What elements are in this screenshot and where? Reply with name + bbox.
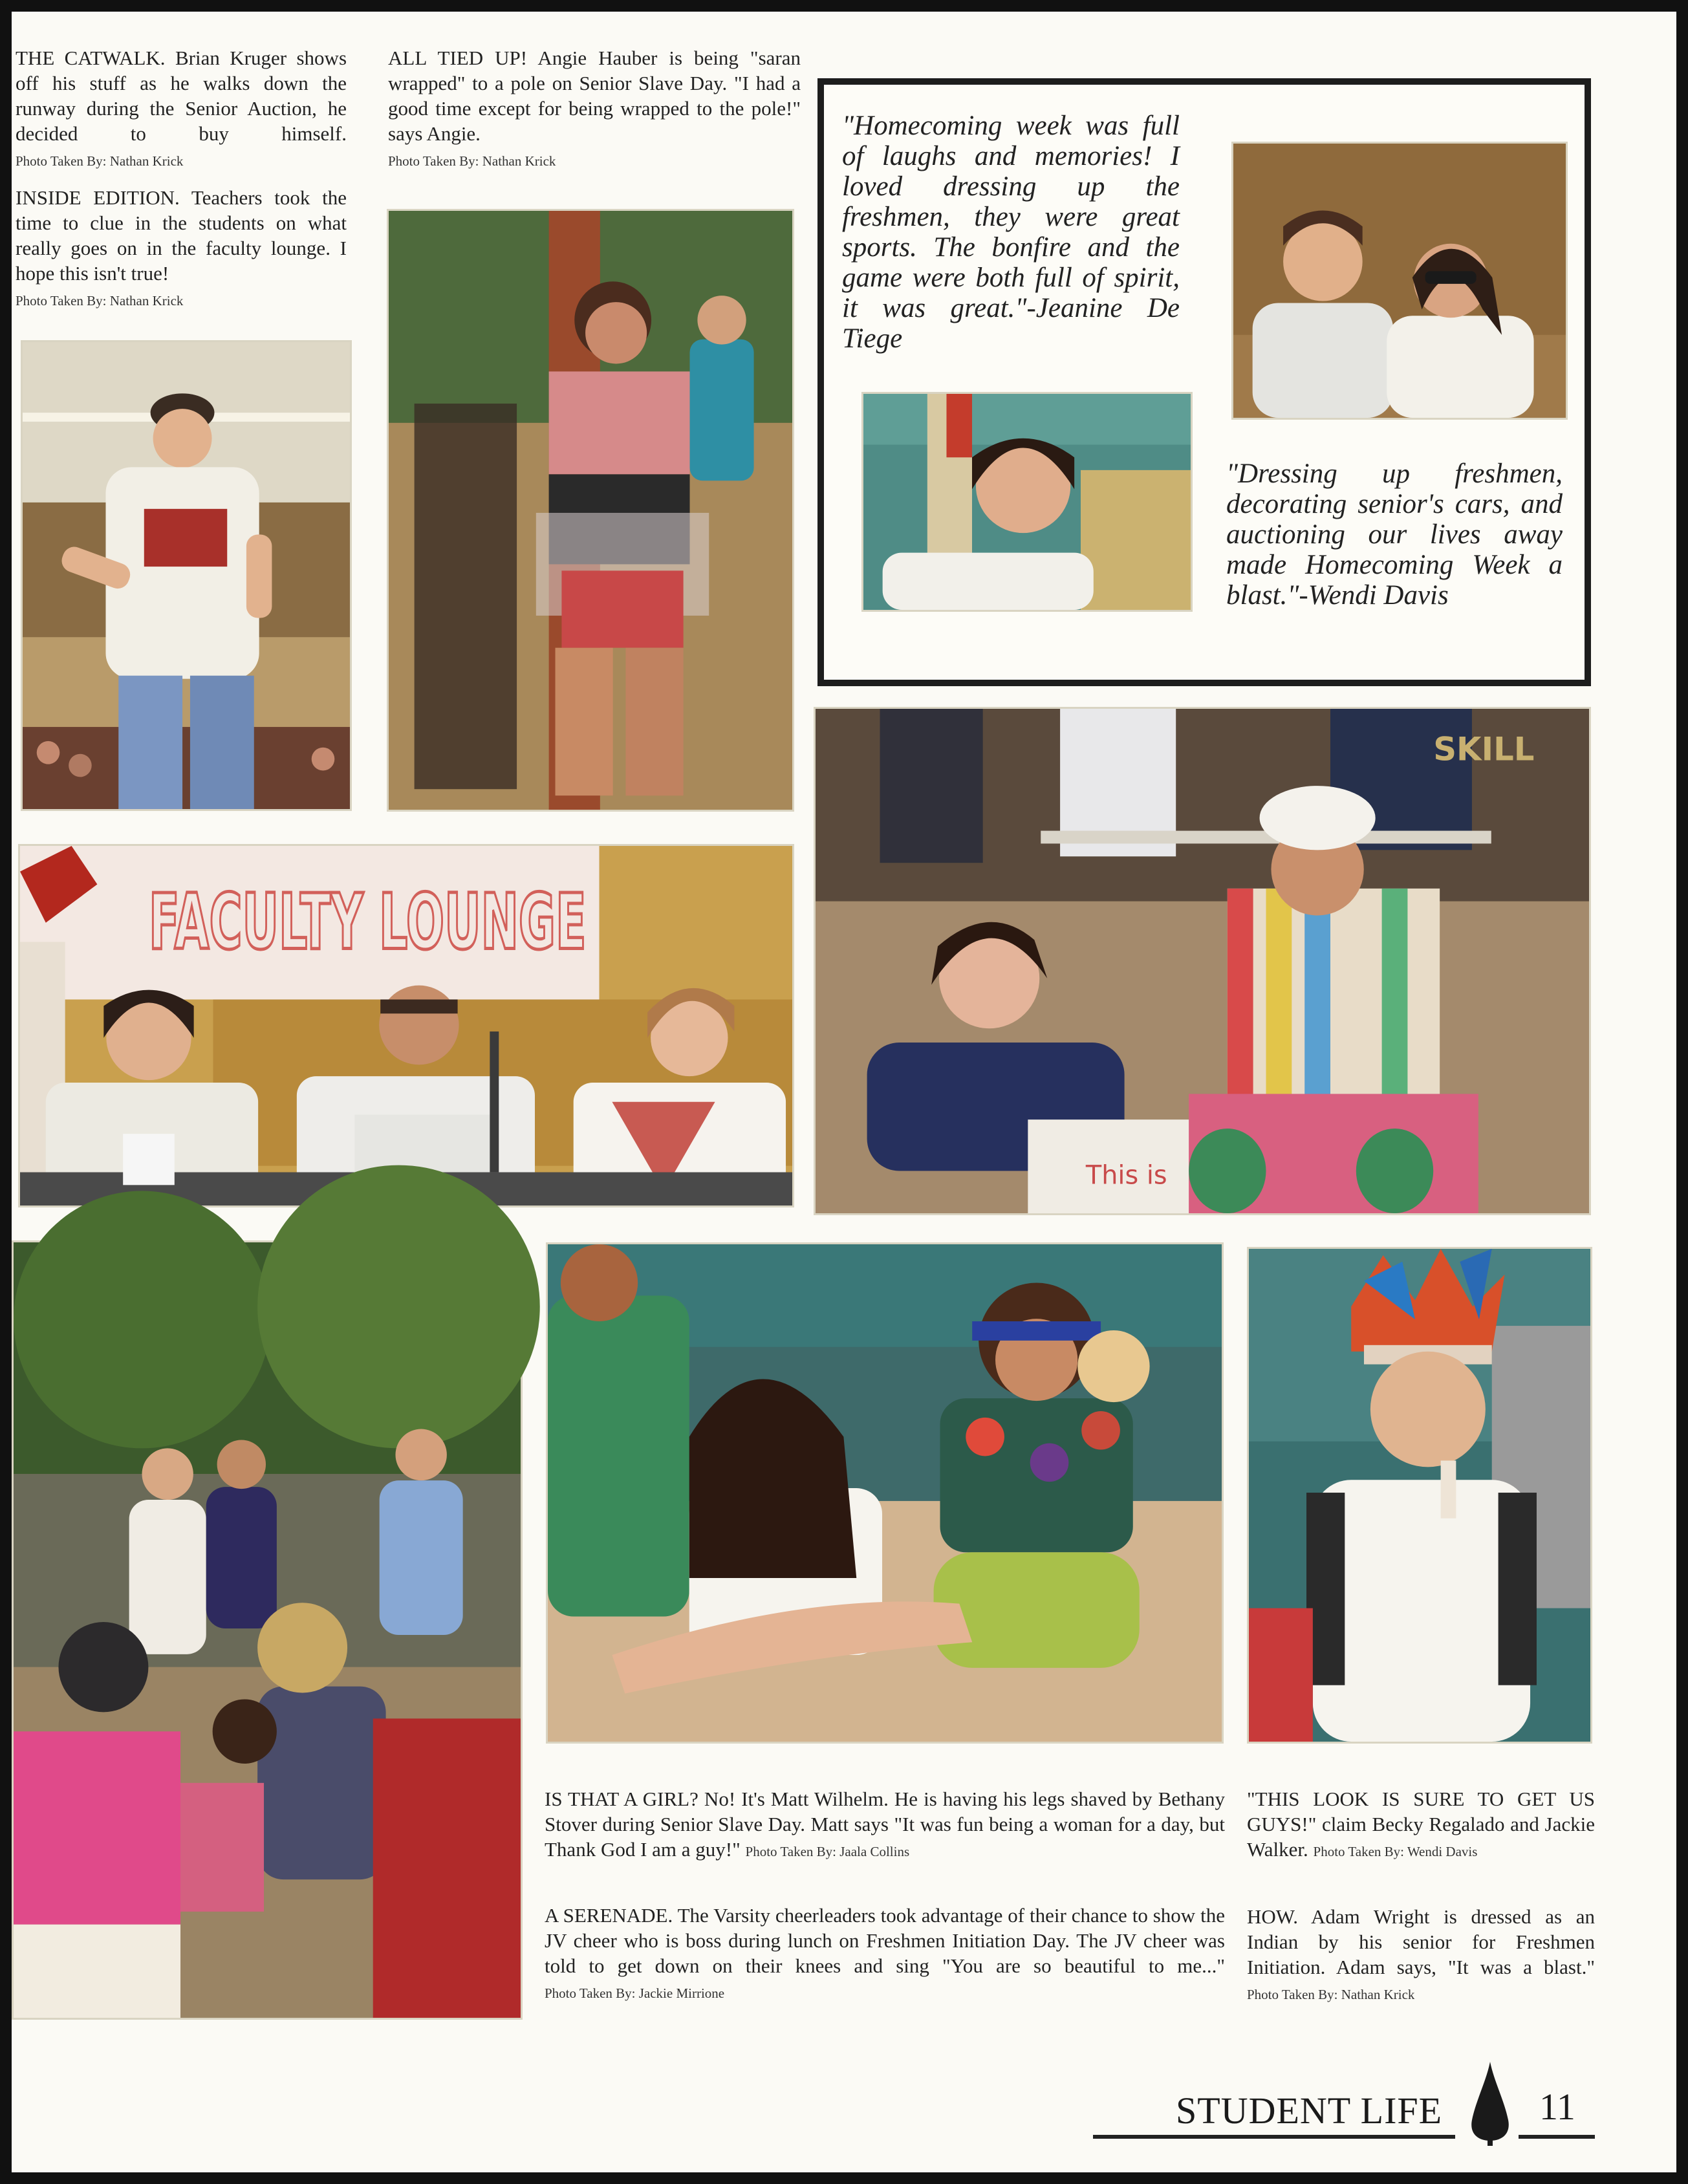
caption-sure-to-get [1247, 1786, 1595, 1865]
photo-credit: Photo Taken By: Nathan Krick [16, 153, 184, 169]
quote-box [817, 78, 1591, 686]
caption-text: Teachers took the time to clue in the students on what really goes on in the faculty lounge. I hope this isn't true! [16, 186, 347, 285]
quote-wendi: "Dressing up freshmen, decorating senior's cars, and auctioning our lives away made Homecoming Week a blast."-Wendi Davis [1226, 459, 1563, 611]
photo-credit: Photo Taken By: Nathan Krick [1247, 1987, 1415, 2002]
caption-lead: INSIDE EDITION. [16, 186, 180, 209]
caption-inside-edition [16, 185, 347, 314]
faculty-lounge-sign: FACULTY LOUNGE [148, 877, 587, 968]
caption-text: Angie Hauber is being "saran wrapped" to a pole on Senior Slave Day. "I had a good time except for being wrapped to the pole!" says Angie. [388, 47, 801, 145]
footer-rule [1093, 2135, 1455, 2139]
photo-credit: Photo Taken By: Nathan Krick [16, 293, 184, 308]
photo-credit: Photo Taken By: Wendi Davis [1313, 1844, 1478, 1859]
caption-lead: "THIS LOOK IS SURE TO GET US GUYS!" [1247, 1788, 1595, 1835]
caption-serenade [545, 1903, 1225, 2006]
caption-lead: IS THAT A GIRL? [545, 1788, 698, 1810]
caption-lead: THE CATWALK. [16, 47, 166, 69]
yearbook-page [12, 12, 1676, 2172]
caption-text: Adam Wright is dressed as an Indian by his senior for Freshmen Initiation. Adam says, "It was a blast." [1247, 1905, 1595, 1978]
photo-serenade [12, 1240, 523, 2020]
caption-lead: ALL TIED UP! [388, 47, 528, 69]
caption-tied-up [388, 45, 801, 174]
photo-dressed-freshmen [814, 707, 1591, 1215]
photo-catwalk [21, 340, 352, 811]
footer-rule [1519, 2135, 1595, 2139]
caption-how [1247, 1904, 1595, 2007]
caption-text: claim Becky Regalado and Jackie Walker. [1247, 1813, 1595, 1861]
photo-credit: Photo Taken By: Nathan Krick [388, 153, 556, 169]
photo-couple [1231, 142, 1568, 420]
tree-icon [1467, 2062, 1513, 2146]
section-label: STUDENT LIFE [1176, 2090, 1443, 2132]
photo-tied-up [387, 209, 794, 812]
card-sign: This is [1085, 1160, 1167, 1191]
caption-lead: A SERENADE. [545, 1904, 673, 1927]
shirt-sign: SKILL [1433, 730, 1535, 768]
page-number: 11 [1539, 2086, 1575, 2128]
caption-text: The Varsity cheerleaders took advantage of their chance to show the JV cheer who is boss during lunch on Freshmen Initiation Day. The JV cheer was told to get down on their knees and sing "You are so beautiful to me..." [545, 1904, 1225, 1977]
photo-headdress [1247, 1247, 1592, 1744]
caption-catwalk [16, 45, 347, 174]
photo-credit: Photo Taken By: Jackie Mirrione [545, 1985, 725, 2001]
photo-is-that-a-girl [546, 1242, 1224, 1744]
caption-text: Brian Kruger shows off his stuff as he walks down the runway during the Senior Auction, he decided to buy himself. [16, 47, 347, 145]
caption-lead: HOW. [1247, 1905, 1298, 1928]
photo-credit: Photo Taken By: Jaala Collins [745, 1844, 910, 1859]
quote-jeanine: "Homecoming week was full of laughs and memories! I loved dressing up the freshmen, they were great sports. The bonfire and the game were both full of spirit, it was great."-Jeanine De Tiege [842, 111, 1180, 354]
caption-text: No! It's Matt Wilhelm. He is having his legs shaved by Bethany Stover during Senior Slave Day. Matt says "It was fun being a woman for a day, but Thank God I am a guy!" [545, 1788, 1225, 1861]
photo-girl-portrait [861, 392, 1193, 612]
photo-faculty-lounge [18, 844, 794, 1207]
caption-is-that-a-girl [545, 1786, 1225, 1865]
